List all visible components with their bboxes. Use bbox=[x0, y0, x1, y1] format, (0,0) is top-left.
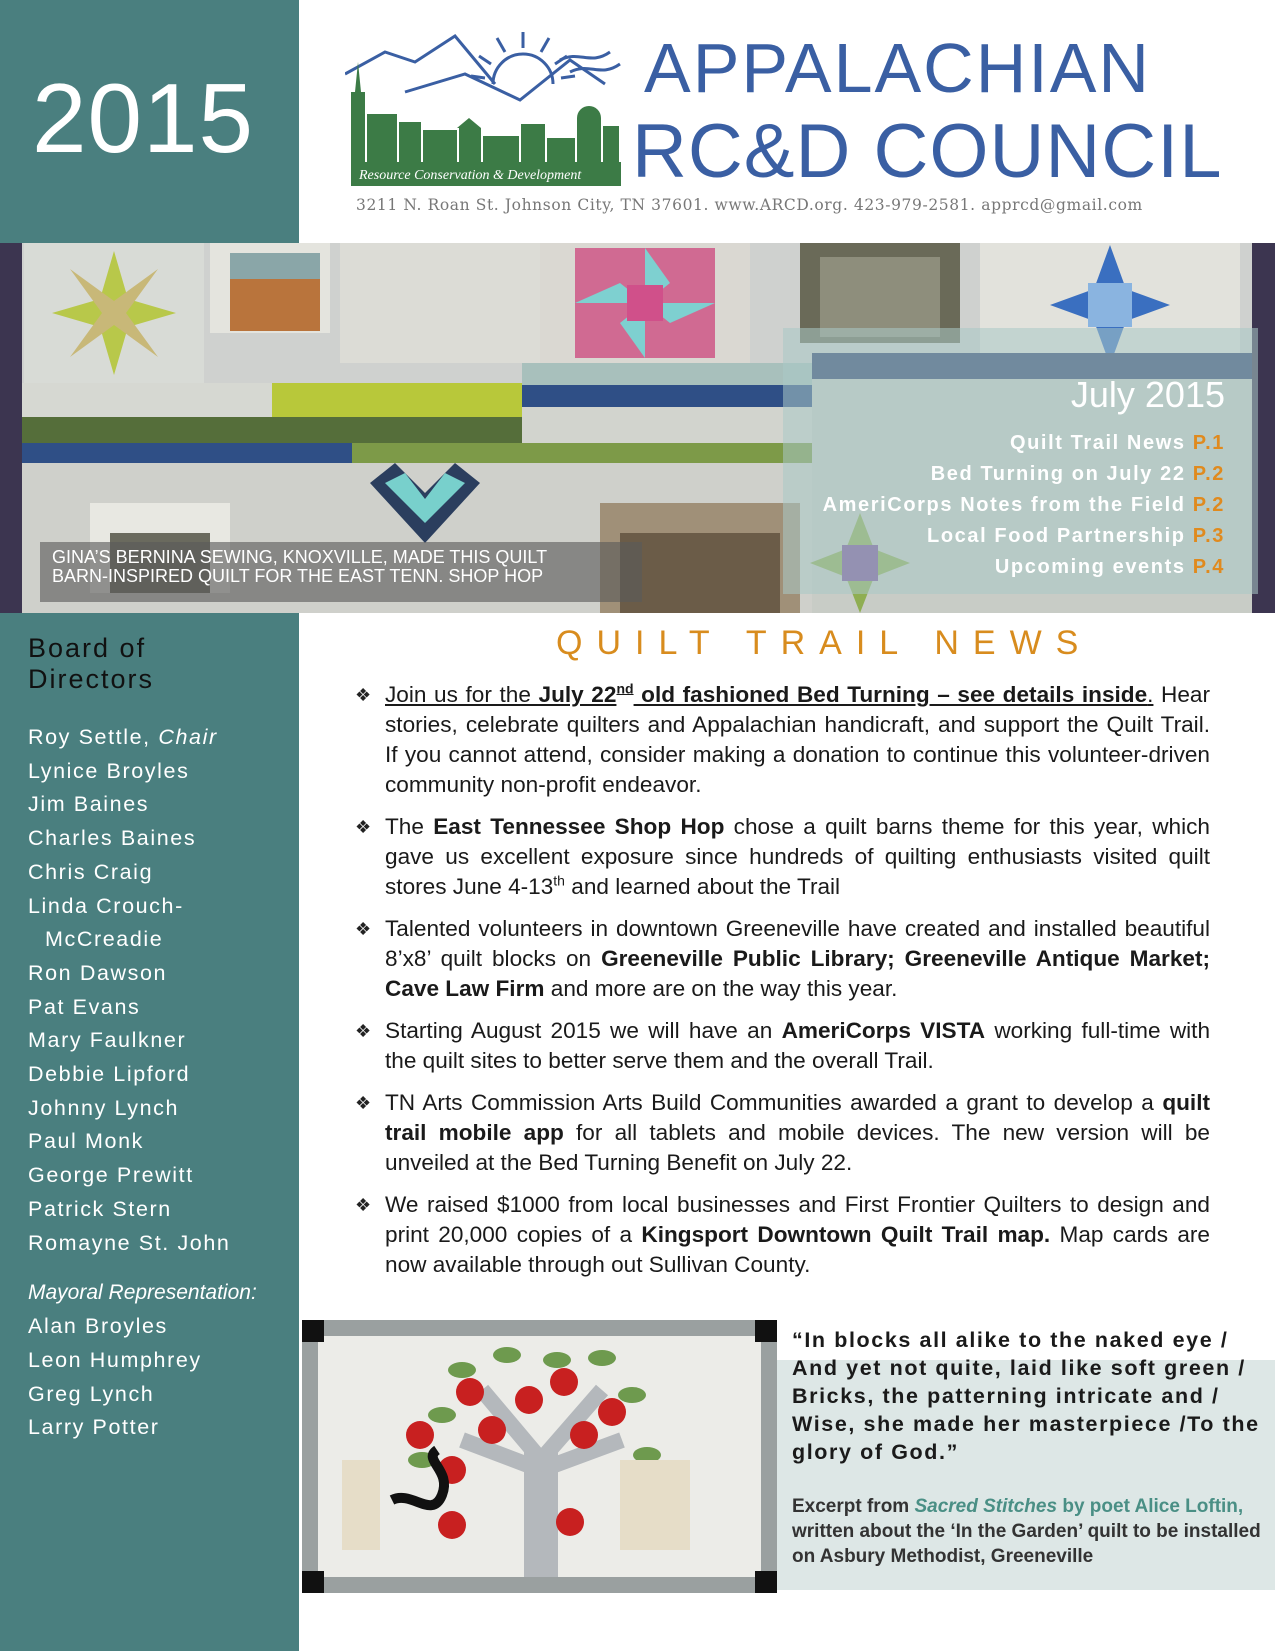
news-item bbox=[355, 914, 1210, 1004]
b1-t5: Hear stories, celebrate quilters and Appalachian handicraft, and support the Quilt Trail. If you cannot attend, consider making a donation to continue this volunteer-driven community non-profit endeavor. bbox=[385, 682, 1211, 797]
arcd-logo bbox=[345, 22, 645, 192]
diamond-bullet-icon: ❖ bbox=[355, 1093, 372, 1113]
org-name-line-2: RC&D COUNCIL bbox=[632, 109, 1223, 194]
board-member: Mary Faulkner bbox=[28, 1028, 187, 1053]
chair-role: Chair bbox=[158, 725, 218, 749]
toc-item-title: Upcoming events bbox=[994, 556, 1186, 578]
b1-t4: . bbox=[1147, 682, 1154, 707]
b2-t1: The bbox=[385, 814, 434, 839]
b3-t2: Greeneville Public Library; Greeneville Antique Market; Cave Law Firm bbox=[385, 946, 1210, 1001]
news-item bbox=[355, 680, 1210, 800]
garden-quilt-photo bbox=[302, 1320, 777, 1593]
b2-sup: th bbox=[553, 872, 565, 889]
b4-t1: Starting August 2015 we will have an bbox=[385, 1018, 782, 1043]
b6-t2: Kingsport Downtown Quilt Trail map. bbox=[641, 1222, 1051, 1247]
mayoral-heading: Mayoral Representation: bbox=[28, 1281, 257, 1305]
b5-t2: quilt trail mobile app bbox=[385, 1090, 1210, 1145]
board-member-chair bbox=[28, 721, 288, 755]
toc-item-title: Local Food Partnership bbox=[927, 525, 1186, 547]
year-label: 2015 bbox=[32, 63, 255, 173]
board-title: Board of Directors bbox=[28, 633, 155, 694]
news-item bbox=[355, 812, 1210, 902]
mayoral-member: Larry Potter bbox=[28, 1415, 160, 1440]
diamond-bullet-icon: ❖ bbox=[355, 1021, 372, 1041]
b6-t3: Map cards are now available through out Sullivan County. bbox=[385, 1222, 1210, 1277]
b2-t2: East Tennessee Shop Hop bbox=[433, 814, 725, 839]
toc-item-page: P.3 bbox=[1192, 525, 1225, 547]
logo-tagline: Resource Conservation & Development bbox=[359, 168, 582, 183]
b4-t2: AmeriCorps VISTA bbox=[781, 1018, 986, 1043]
excerpt-credit: by poet Alice Loftin, bbox=[1057, 1496, 1244, 1517]
star-block-icon bbox=[52, 251, 176, 375]
b3-t3: and more are on the way this year. bbox=[544, 976, 898, 1001]
toc-item-title: Quilt Trail News bbox=[1009, 432, 1186, 454]
b6-t1: We raised $1000 from local businesses and First Frontier Quilters to design and print 20,000 copies of a bbox=[385, 1192, 1210, 1247]
diamond-bullet-icon: ❖ bbox=[355, 919, 372, 939]
board-member: Romayne St. John bbox=[28, 1230, 231, 1255]
org-name-line-1: APPALACHIAN bbox=[644, 29, 1151, 107]
chair-name: Roy Settle, bbox=[28, 725, 151, 749]
table-of-contents bbox=[823, 428, 1225, 583]
toc-item-title: AmeriCorps Notes from the Field bbox=[822, 494, 1186, 516]
caption-line-1: GINA’S BERNINA SEWING, KNOXVILLE, MADE THIS QUILT bbox=[52, 547, 548, 567]
toc-item-page: P.2 bbox=[1192, 463, 1225, 485]
board-member: Johnny Lynch bbox=[28, 1095, 180, 1120]
news-item bbox=[355, 1088, 1210, 1178]
board-member: George Prewitt bbox=[28, 1163, 194, 1188]
news-bullets bbox=[355, 680, 1210, 1292]
board-member: Jim Baines bbox=[28, 792, 150, 817]
b5-t1: TN Arts Commission Arts Build Communities awarded a grant to develop a bbox=[385, 1090, 1163, 1115]
section-title: QUILT TRAIL NEWS bbox=[556, 624, 1093, 662]
toc-item[interactable] bbox=[823, 459, 1225, 490]
b1-t2: July 22 bbox=[538, 682, 617, 707]
board-member: Charles Baines bbox=[28, 826, 197, 851]
board-member: Debbie Lipford bbox=[28, 1062, 191, 1087]
toc-item-page: P.2 bbox=[1192, 494, 1225, 516]
board-member: Paul Monk bbox=[28, 1129, 144, 1154]
b1-t1: Join us for the bbox=[385, 682, 539, 707]
b2-t4: and learned about the Trail bbox=[564, 874, 841, 899]
diamond-bullet-icon: ❖ bbox=[355, 1195, 372, 1215]
toc-item-page: P.1 bbox=[1192, 432, 1225, 454]
contact-line: 3211 N. Roan St. Johnson City, TN 37601. www.ARCD.org. 423-979-2581. apprcd@gmail.com bbox=[356, 196, 1143, 214]
toc-item-page: P.4 bbox=[1192, 556, 1225, 578]
mayoral-member: Greg Lynch bbox=[28, 1381, 155, 1406]
news-item bbox=[355, 1190, 1210, 1280]
toc-item-title: Bed Turning on July 22 bbox=[930, 463, 1186, 485]
board-member: Patrick Stern bbox=[28, 1196, 172, 1221]
b3-t1: Talented volunteers in downtown Greeneville have created and installed beautiful 8’x8’ quilt blocks on bbox=[385, 916, 1210, 971]
caption-line-2: BARN-INSPIRED QUILT FOR THE EAST TENN. SHOP HOP bbox=[52, 566, 544, 586]
toc-item[interactable] bbox=[823, 428, 1225, 459]
board-member: Linda Crouch- bbox=[28, 893, 184, 918]
b4-t3: working full-time with the quilt sites to better serve them and the overall Trail. bbox=[385, 1018, 1211, 1073]
diamond-bullet-icon: ❖ bbox=[355, 817, 372, 837]
mayoral-member: Alan Broyles bbox=[28, 1314, 168, 1339]
toc-item[interactable] bbox=[823, 552, 1225, 583]
pinwheel-block-icon bbox=[575, 248, 715, 358]
board-member-continued: McCreadie bbox=[45, 927, 164, 952]
issue-date: July 2015 bbox=[1070, 374, 1225, 415]
board-member: Pat Evans bbox=[28, 994, 141, 1019]
board-member: Lynice Broyles bbox=[28, 758, 190, 783]
excerpt-title: Sacred Stitches bbox=[914, 1496, 1058, 1517]
board-member: Ron Dawson bbox=[28, 960, 168, 985]
b1-sup: nd bbox=[616, 680, 634, 697]
quote-attribution bbox=[792, 1494, 1262, 1569]
banner-caption bbox=[40, 542, 642, 602]
mountains-icon bbox=[345, 36, 620, 100]
mayoral-member: Leon Humphrey bbox=[28, 1347, 202, 1372]
b5-t3: for all tablets and mobile devices. The new version will be unveiled at the Bed Turning Benefit on July 22. bbox=[385, 1120, 1210, 1175]
year-block bbox=[0, 0, 299, 243]
board-sidebar bbox=[0, 613, 299, 1651]
toc-item[interactable] bbox=[823, 490, 1225, 521]
b2-t3: chose a quilt barns theme for this year, which gave us excellent exposure since hundreds of quilting enthusiasts visited quilt stores June 4-13 bbox=[385, 814, 1210, 899]
poem-quote: “In blocks all alike to the naked eye / And yet not quite, laid like soft green / Bricks, the patterning intricate and / Wise, she made her masterpiece /To the glory of God.” bbox=[792, 1328, 1260, 1464]
news-item bbox=[355, 1016, 1210, 1076]
board-list bbox=[28, 721, 288, 1445]
excerpt-rest: written about the ‘In the Garden’ quilt to be installed on Asbury Methodist, Greeneville bbox=[792, 1521, 1261, 1567]
toc-item[interactable] bbox=[823, 521, 1225, 552]
b1-t3: old fashioned Bed Turning – see details inside bbox=[633, 682, 1148, 707]
diamond-bullet-icon: ❖ bbox=[355, 685, 372, 705]
board-member: Chris Craig bbox=[28, 859, 154, 884]
excerpt-prefix: Excerpt from bbox=[792, 1496, 915, 1517]
